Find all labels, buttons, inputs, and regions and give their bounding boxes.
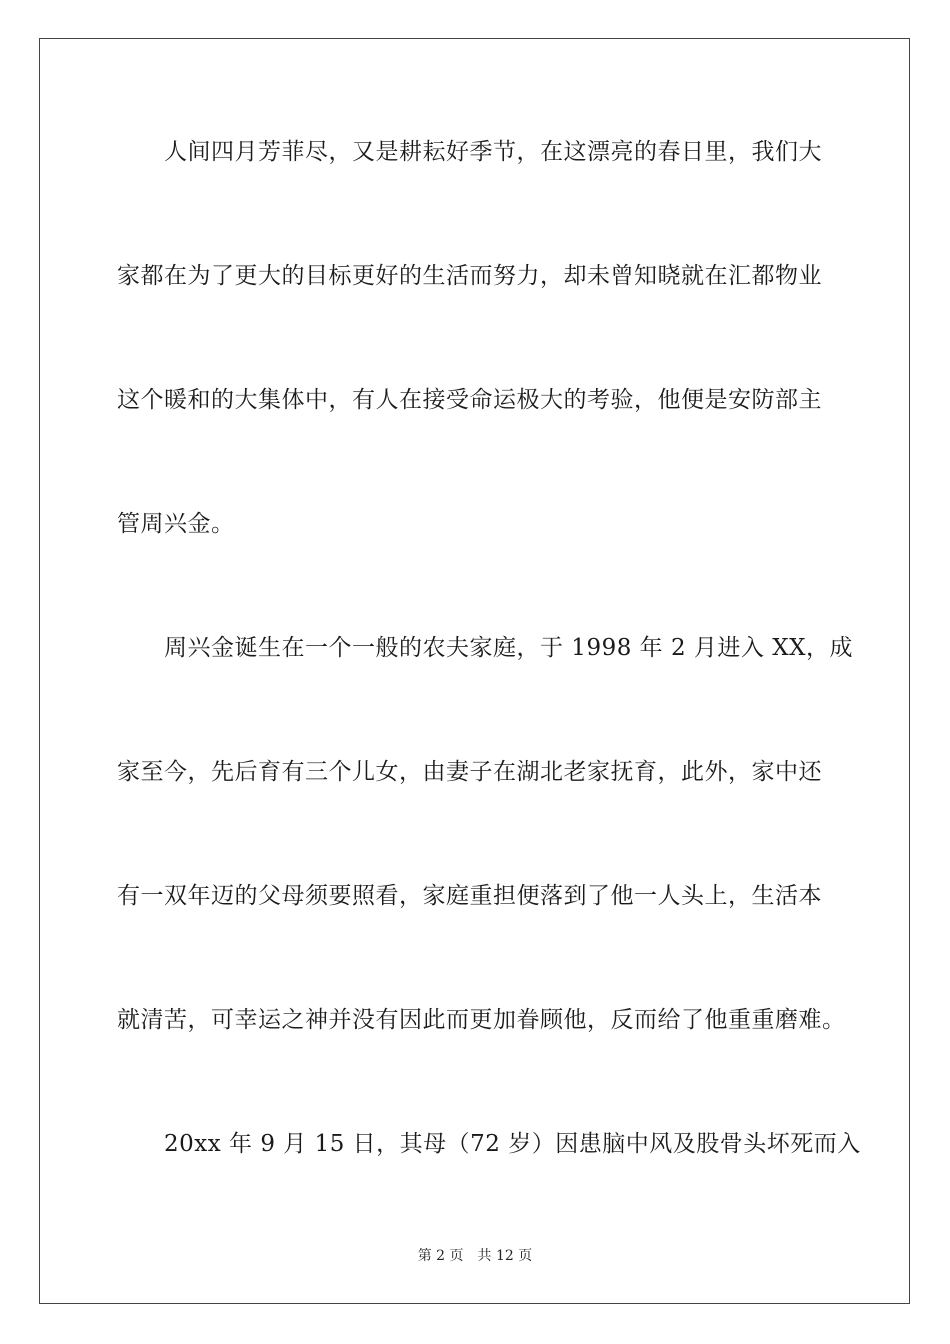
paragraph-2-line-1: 周兴金诞生在一个一般的农夫家庭，于 1998 年 2 月进入 XX，成 xyxy=(164,635,853,661)
page-total: 共 12 页 xyxy=(477,1248,533,1264)
paragraph-3-line-1: 20xx 年 9 月 15 日，其母（72 岁）因患脑中风及股骨头坏死而入 xyxy=(164,1131,861,1157)
paragraph-1-line-1: 人间四月芳菲尽，又是耕耘好季节，在这漂亮的春日里，我们大 xyxy=(164,139,822,165)
paragraph-1-line-3: 这个暖和的大集体中，有人在接受命运极大的考验，他便是安防部主 xyxy=(117,387,822,413)
page-number: 第 2 页 xyxy=(417,1248,464,1264)
paragraph-2-line-4: 就清苦，可幸运之神并没有因此而更加眷顾他，反而给了他重重磨难。 xyxy=(117,1007,846,1033)
paragraph-1-line-2: 家都在为了更大的目标更好的生活而努力，却未曾知晓就在汇都物业 xyxy=(117,263,822,289)
paragraph-2-line-2: 家至今，先后育有三个儿女，由妻子在湖北老家抚育，此外，家中还 xyxy=(117,759,822,785)
page-border xyxy=(39,38,910,1304)
paragraph-1-line-4: 管周兴金。 xyxy=(117,511,235,537)
paragraph-2-line-3: 有一双年迈的父母须要照看，家庭重担便落到了他一人头上，生活本 xyxy=(117,883,822,909)
page-footer xyxy=(0,1247,950,1265)
